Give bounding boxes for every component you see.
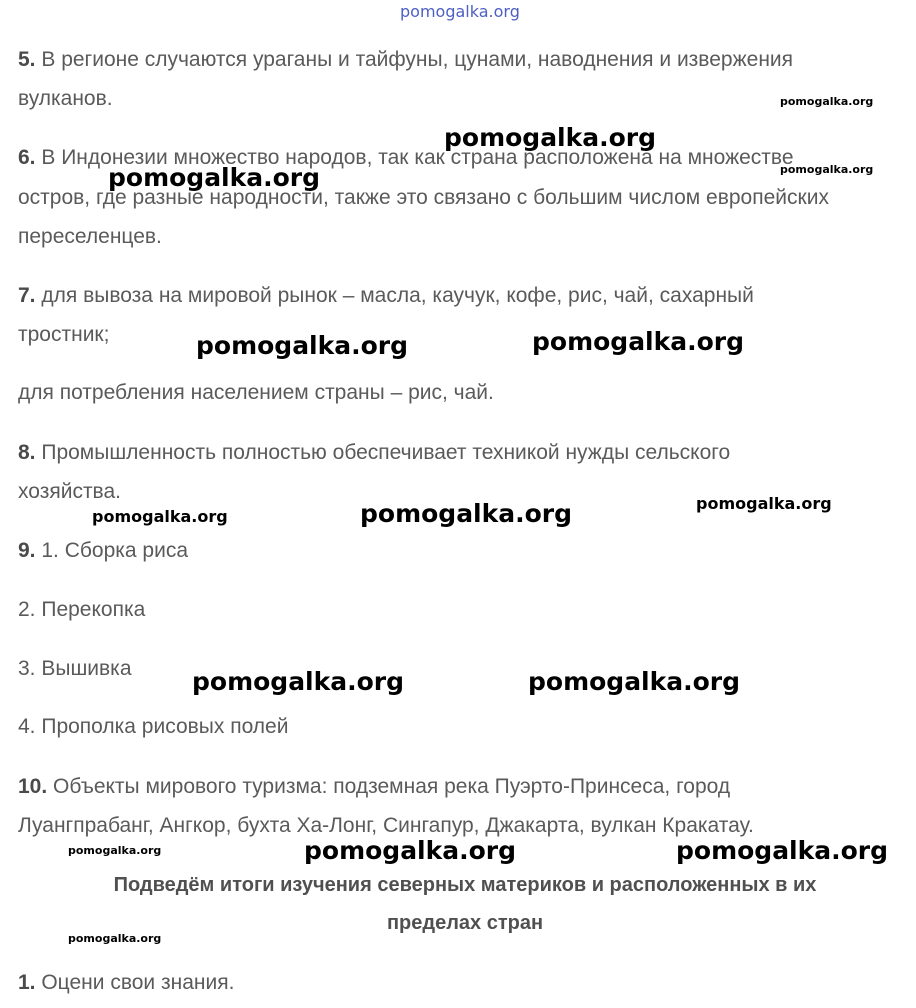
watermark: pomogalka.org (68, 932, 162, 945)
answer-text: В Индонезии множество народов, так как страна расположена на множестве (35, 146, 794, 169)
top-watermark: pomogalka.org (400, 2, 520, 21)
answer-7-line2: тростник; (18, 323, 110, 346)
watermark: pomogalka.org (108, 163, 321, 192)
answer-7-line1 (18, 276, 754, 315)
answer-number: 7. (18, 284, 36, 307)
watermark: pomogalka.org (68, 844, 162, 857)
answer-5-line1 (18, 40, 793, 79)
section-heading-line2: пределах стран (386, 912, 544, 934)
answer-text: для вывоза на мировой рынок – масла, каучук, кофе, рис, чай, сахарный (35, 284, 754, 307)
watermark: pomogalka.org (196, 331, 409, 360)
answer-10-line1 (18, 767, 730, 806)
answer-9-line4: 4. Прополка рисовых полей (18, 715, 289, 738)
answer-number: 6. (18, 146, 36, 169)
task-text: Оцени свои знания. (35, 971, 235, 994)
answer-6-line3: переселенцев. (18, 225, 162, 248)
task-number: 1. (18, 971, 36, 994)
answer-number: 9. (18, 539, 36, 562)
answer-9-line1 (18, 531, 188, 570)
answer-6-line2: остров, где разные народности, также это связано с большим числом европейских (18, 186, 829, 209)
answer-number: 5. (18, 48, 36, 71)
watermark: pomogalka.org (444, 123, 657, 152)
watermark: pomogalka.org (92, 507, 228, 526)
answer-8-line2: хозяйства. (18, 480, 121, 503)
watermark: pomogalka.org (360, 499, 573, 528)
watermark: pomogalka.org (696, 494, 832, 513)
watermark: pomogalka.org (676, 836, 889, 865)
answer-text: Промышленность полностью обеспечивает техникой нужды сельского (35, 441, 731, 464)
watermark: pomogalka.org (780, 95, 874, 108)
watermark: pomogalka.org (532, 327, 745, 356)
task-1 (18, 963, 234, 1002)
answer-text: 1. Сборка риса (35, 539, 189, 562)
answer-text: Объекты мирового туризма: подземная река Пуэрто-Принсеса, город (47, 775, 731, 798)
answer-7-line3: для потребления населением страны – рис, чай. (18, 381, 494, 404)
watermark: pomogalka.org (192, 667, 405, 696)
watermark: pomogalka.org (304, 836, 517, 865)
answer-5-line2: вулканов. (18, 87, 113, 110)
answer-number: 10. (18, 775, 48, 798)
watermark: pomogalka.org (780, 163, 874, 176)
answer-number: 8. (18, 441, 36, 464)
answer-9-line2: 2. Перекопка (18, 598, 146, 621)
answer-10-line2: Луангпрабанг, Ангкор, бухта Ха-Лонг, Сингапур, Джакарта, вулкан Кракатау. (18, 814, 754, 837)
answer-text: В регионе случаются ураганы и тайфуны, цунами, наводнения и извержения (35, 48, 794, 71)
section-heading-line1: Подведём итоги изучения северных материков и расположенных в их (113, 874, 817, 896)
answer-8-line1 (18, 433, 730, 472)
answer-9-line3: 3. Вышивка (18, 657, 132, 680)
watermark: pomogalka.org (528, 667, 741, 696)
